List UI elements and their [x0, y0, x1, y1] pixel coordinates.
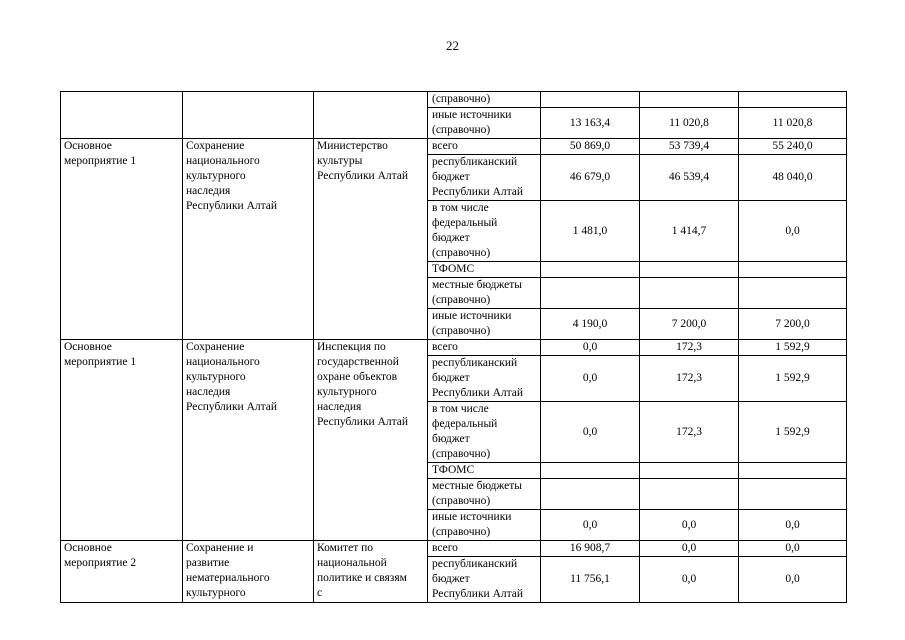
value-cell: 11 020,8 [640, 108, 739, 139]
value-cell: 1 414,7 [640, 201, 739, 262]
source-cell: всего [428, 541, 541, 557]
source-cell: всего [428, 340, 541, 356]
name-cell: Сохранение национального культурного наследия Республики Алтай [183, 340, 314, 541]
value-cell: 0,0 [640, 541, 739, 557]
executor-cell: Министерство культуры Республики Алтай [314, 139, 428, 340]
value-cell: 172,3 [640, 340, 739, 356]
executor-cell: Комитет по национальной политике и связям с [314, 541, 428, 603]
value-cell: 1 481,0 [541, 201, 640, 262]
value-cell [541, 262, 640, 278]
table-row [61, 340, 847, 356]
value-cell [739, 92, 847, 108]
value-cell: 46 679,0 [541, 155, 640, 201]
source-cell: в том числе федеральный бюджет (справочно) [428, 201, 541, 262]
name-cell: Сохранение национального культурного наследия Республики Алтай [183, 139, 314, 340]
value-cell: 0,0 [541, 402, 640, 463]
source-cell: (справочно) [428, 92, 541, 108]
value-cell: 172,3 [640, 402, 739, 463]
source-cell: всего [428, 139, 541, 155]
source-cell: ТФОМС [428, 262, 541, 278]
event-cell [61, 92, 183, 139]
value-cell [640, 463, 739, 479]
value-cell [739, 278, 847, 309]
value-cell: 1 592,9 [739, 340, 847, 356]
value-cell [541, 479, 640, 510]
value-cell: 11 756,1 [541, 557, 640, 603]
value-cell [541, 278, 640, 309]
table-row [61, 139, 847, 155]
budget-table [60, 91, 847, 603]
value-cell: 4 190,0 [541, 309, 640, 340]
value-cell [640, 479, 739, 510]
source-cell: республиканский бюджет Республики Алтай [428, 155, 541, 201]
value-cell [739, 262, 847, 278]
source-cell: в том числе федеральный бюджет (справочно) [428, 402, 541, 463]
value-cell: 50 869,0 [541, 139, 640, 155]
value-cell [541, 92, 640, 108]
source-cell: иные источники (справочно) [428, 510, 541, 541]
value-cell: 0,0 [541, 356, 640, 402]
value-cell: 1 592,9 [739, 402, 847, 463]
source-cell: иные источники (справочно) [428, 108, 541, 139]
event-cell: Основное мероприятие 1 [61, 139, 183, 340]
executor-cell [314, 92, 428, 139]
value-cell: 7 200,0 [640, 309, 739, 340]
source-cell: иные источники (справочно) [428, 309, 541, 340]
value-cell: 0,0 [739, 541, 847, 557]
value-cell: 172,3 [640, 356, 739, 402]
event-cell: Основное мероприятие 1 [61, 340, 183, 541]
value-cell: 7 200,0 [739, 309, 847, 340]
executor-cell: Инспекция по государственной охране объектов культурного наследия Республики Алтай [314, 340, 428, 541]
value-cell: 0,0 [541, 340, 640, 356]
value-cell: 0,0 [739, 201, 847, 262]
source-cell: ТФОМС [428, 463, 541, 479]
value-cell: 0,0 [541, 510, 640, 541]
name-cell [183, 92, 314, 139]
value-cell: 1 592,9 [739, 356, 847, 402]
value-cell: 0,0 [640, 557, 739, 603]
value-cell: 13 163,4 [541, 108, 640, 139]
value-cell: 53 739,4 [640, 139, 739, 155]
table-row [61, 92, 847, 108]
value-cell [541, 463, 640, 479]
event-cell: Основное мероприятие 2 [61, 541, 183, 603]
value-cell: 11 020,8 [739, 108, 847, 139]
value-cell: 0,0 [640, 510, 739, 541]
source-cell: местные бюджеты (справочно) [428, 479, 541, 510]
page-number: 22 [446, 38, 459, 53]
name-cell: Сохранение и развитие нематериального культурного [183, 541, 314, 603]
value-cell: 46 539,4 [640, 155, 739, 201]
value-cell: 0,0 [739, 557, 847, 603]
value-cell [640, 262, 739, 278]
table-row [61, 541, 847, 557]
source-cell: республиканский бюджет Республики Алтай [428, 356, 541, 402]
value-cell: 55 240,0 [739, 139, 847, 155]
value-cell [739, 479, 847, 510]
value-cell [640, 92, 739, 108]
value-cell: 16 908,7 [541, 541, 640, 557]
value-cell [739, 463, 847, 479]
value-cell [640, 278, 739, 309]
value-cell: 0,0 [739, 510, 847, 541]
source-cell: местные бюджеты (справочно) [428, 278, 541, 309]
source-cell: республиканский бюджет Республики Алтай [428, 557, 541, 603]
value-cell: 48 040,0 [739, 155, 847, 201]
